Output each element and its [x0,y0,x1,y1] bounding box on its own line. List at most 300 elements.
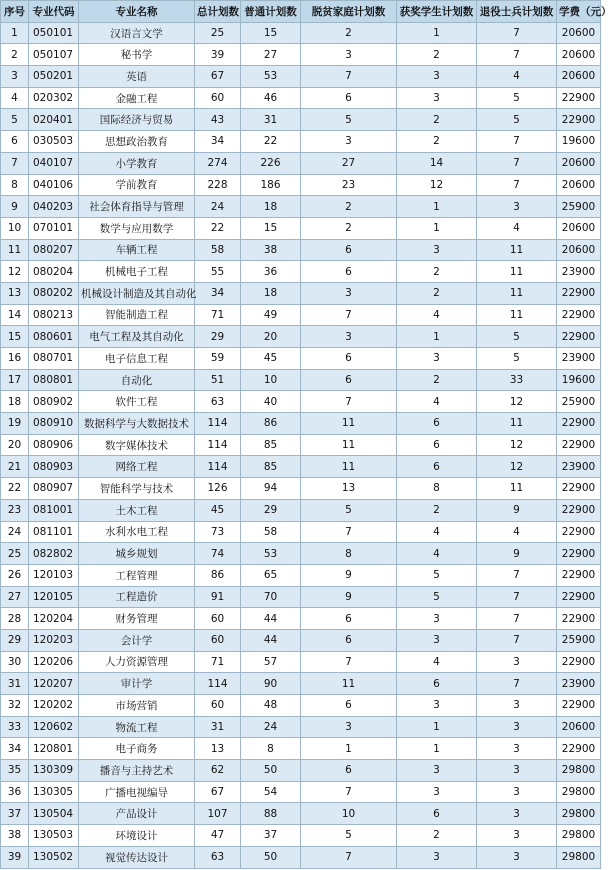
veteran-plan-cell: 3 [477,825,557,847]
major-name-cell: 社会体育指导与管理 [79,196,195,218]
major-name-cell: 审计学 [79,673,195,695]
row-index-cell: 37 [1,803,29,825]
tuition-cell: 22900 [557,304,601,326]
row-index-cell: 8 [1,174,29,196]
row-index-cell: 38 [1,825,29,847]
regular-plan-cell: 50 [241,760,301,782]
table-row [1,543,601,565]
total-plan-cell: 228 [195,174,241,196]
major-code-cell: 081001 [29,499,79,521]
row-index-cell: 36 [1,781,29,803]
major-code-cell: 070101 [29,217,79,239]
tuition-cell: 20600 [557,66,601,88]
award-student-plan-cell: 6 [397,413,477,435]
row-index-cell: 12 [1,261,29,283]
poverty-family-plan-cell: 7 [301,846,397,868]
regular-plan-cell: 22 [241,131,301,153]
veteran-plan-cell: 7 [477,564,557,586]
major-code-cell: 080213 [29,304,79,326]
veteran-plan-cell: 4 [477,521,557,543]
award-student-plan-cell: 3 [397,348,477,370]
major-code-cell: 020401 [29,109,79,131]
major-code-cell: 080701 [29,348,79,370]
veteran-plan-cell: 12 [477,434,557,456]
regular-plan-cell: 85 [241,456,301,478]
table-row [1,109,601,131]
total-plan-cell: 114 [195,434,241,456]
poverty-family-plan-cell: 2 [301,196,397,218]
major-code-cell: 130502 [29,846,79,868]
table-row [1,478,601,500]
total-plan-cell: 60 [195,608,241,630]
veteran-plan-cell: 33 [477,369,557,391]
regular-plan-cell: 20 [241,326,301,348]
major-name-cell: 城乡规划 [79,543,195,565]
row-index-cell: 32 [1,695,29,717]
veteran-plan-cell: 7 [477,629,557,651]
major-code-cell: 120801 [29,738,79,760]
row-index-cell: 11 [1,239,29,261]
header-poverty-family-plan: 脱贫家庭计划数 [301,1,397,23]
major-name-cell: 国际经济与贸易 [79,109,195,131]
veteran-plan-cell: 7 [477,673,557,695]
regular-plan-cell: 29 [241,499,301,521]
award-student-plan-cell: 4 [397,521,477,543]
award-student-plan-cell: 4 [397,304,477,326]
major-code-cell: 120207 [29,673,79,695]
poverty-family-plan-cell: 3 [301,282,397,304]
major-name-cell: 汉语言文学 [79,22,195,44]
veteran-plan-cell: 3 [477,196,557,218]
table-row [1,22,601,44]
tuition-cell: 20600 [557,239,601,261]
poverty-family-plan-cell: 7 [301,304,397,326]
regular-plan-cell: 44 [241,629,301,651]
tuition-cell: 22900 [557,282,601,304]
regular-plan-cell: 88 [241,803,301,825]
major-name-cell: 人力资源管理 [79,651,195,673]
header-major-name: 专业名称 [79,1,195,23]
award-student-plan-cell: 2 [397,825,477,847]
row-index-cell: 17 [1,369,29,391]
regular-plan-cell: 15 [241,217,301,239]
tuition-cell: 25900 [557,196,601,218]
regular-plan-cell: 85 [241,434,301,456]
tuition-cell: 20600 [557,716,601,738]
table-row [1,152,601,174]
major-name-cell: 秘书学 [79,44,195,66]
regular-plan-cell: 90 [241,673,301,695]
major-name-cell: 土木工程 [79,499,195,521]
regular-plan-cell: 15 [241,22,301,44]
poverty-family-plan-cell: 8 [301,543,397,565]
poverty-family-plan-cell: 6 [301,760,397,782]
poverty-family-plan-cell: 3 [301,44,397,66]
total-plan-cell: 67 [195,66,241,88]
tuition-cell: 23900 [557,261,601,283]
row-index-cell: 19 [1,413,29,435]
major-name-cell: 产品设计 [79,803,195,825]
regular-plan-cell: 49 [241,304,301,326]
major-name-cell: 金融工程 [79,87,195,109]
total-plan-cell: 34 [195,282,241,304]
regular-plan-cell: 53 [241,66,301,88]
poverty-family-plan-cell: 6 [301,261,397,283]
regular-plan-cell: 38 [241,239,301,261]
veteran-plan-cell: 11 [477,304,557,326]
major-code-cell: 080910 [29,413,79,435]
poverty-family-plan-cell: 1 [301,738,397,760]
total-plan-cell: 91 [195,586,241,608]
table-row [1,174,601,196]
poverty-family-plan-cell: 9 [301,586,397,608]
total-plan-cell: 71 [195,304,241,326]
award-student-plan-cell: 8 [397,478,477,500]
award-student-plan-cell: 2 [397,44,477,66]
poverty-family-plan-cell: 7 [301,651,397,673]
major-name-cell: 机械设计制造及其自动化 [79,282,195,304]
veteran-plan-cell: 12 [477,456,557,478]
row-index-cell: 5 [1,109,29,131]
table-row [1,326,601,348]
veteran-plan-cell: 3 [477,716,557,738]
award-student-plan-cell: 6 [397,456,477,478]
award-student-plan-cell: 4 [397,543,477,565]
table-row [1,66,601,88]
table-row [1,304,601,326]
total-plan-cell: 126 [195,478,241,500]
total-plan-cell: 114 [195,673,241,695]
award-student-plan-cell: 4 [397,651,477,673]
tuition-cell: 22900 [557,521,601,543]
poverty-family-plan-cell: 10 [301,803,397,825]
major-name-cell: 智能制造工程 [79,304,195,326]
total-plan-cell: 63 [195,846,241,868]
major-name-cell: 软件工程 [79,391,195,413]
total-plan-cell: 63 [195,391,241,413]
poverty-family-plan-cell: 6 [301,348,397,370]
table-row [1,87,601,109]
table-row [1,825,601,847]
poverty-family-plan-cell: 7 [301,521,397,543]
table-row [1,282,601,304]
major-code-cell: 050101 [29,22,79,44]
veteran-plan-cell: 3 [477,695,557,717]
major-code-cell: 080906 [29,434,79,456]
table-row [1,369,601,391]
regular-plan-cell: 24 [241,716,301,738]
tuition-cell: 29800 [557,846,601,868]
tuition-cell: 25900 [557,629,601,651]
row-index-cell: 3 [1,66,29,88]
award-student-plan-cell: 3 [397,608,477,630]
award-student-plan-cell: 2 [397,109,477,131]
veteran-plan-cell: 11 [477,478,557,500]
tuition-cell: 19600 [557,369,601,391]
table-row [1,760,601,782]
major-code-cell: 030503 [29,131,79,153]
regular-plan-cell: 46 [241,87,301,109]
tuition-cell: 20600 [557,217,601,239]
table-row [1,629,601,651]
veteran-plan-cell: 7 [477,174,557,196]
total-plan-cell: 58 [195,239,241,261]
regular-plan-cell: 86 [241,413,301,435]
award-student-plan-cell: 5 [397,586,477,608]
veteran-plan-cell: 3 [477,738,557,760]
poverty-family-plan-cell: 11 [301,456,397,478]
award-student-plan-cell: 3 [397,629,477,651]
poverty-family-plan-cell: 3 [301,716,397,738]
total-plan-cell: 31 [195,716,241,738]
total-plan-cell: 86 [195,564,241,586]
major-code-cell: 082802 [29,543,79,565]
total-plan-cell: 60 [195,695,241,717]
total-plan-cell: 22 [195,217,241,239]
row-index-cell: 10 [1,217,29,239]
row-index-cell: 9 [1,196,29,218]
total-plan-cell: 45 [195,499,241,521]
tuition-cell: 22900 [557,543,601,565]
row-index-cell: 39 [1,846,29,868]
major-code-cell: 080903 [29,456,79,478]
regular-plan-cell: 36 [241,261,301,283]
regular-plan-cell: 10 [241,369,301,391]
poverty-family-plan-cell: 27 [301,152,397,174]
veteran-plan-cell: 4 [477,217,557,239]
veteran-plan-cell: 5 [477,109,557,131]
regular-plan-cell: 37 [241,825,301,847]
tuition-cell: 25900 [557,391,601,413]
veteran-plan-cell: 7 [477,608,557,630]
major-code-cell: 080907 [29,478,79,500]
table-row [1,239,601,261]
major-code-cell: 130309 [29,760,79,782]
tuition-cell: 29800 [557,781,601,803]
veteran-plan-cell: 3 [477,846,557,868]
major-name-cell: 水利水电工程 [79,521,195,543]
poverty-family-plan-cell: 3 [301,326,397,348]
table-row [1,261,601,283]
major-name-cell: 自动化 [79,369,195,391]
award-student-plan-cell: 6 [397,434,477,456]
poverty-family-plan-cell: 2 [301,22,397,44]
regular-plan-cell: 94 [241,478,301,500]
poverty-family-plan-cell: 5 [301,499,397,521]
major-code-cell: 040107 [29,152,79,174]
major-code-cell: 120105 [29,586,79,608]
tuition-cell: 19600 [557,131,601,153]
major-name-cell: 机械电子工程 [79,261,195,283]
veteran-plan-cell: 3 [477,781,557,803]
veteran-plan-cell: 5 [477,326,557,348]
tuition-cell: 22900 [557,564,601,586]
major-code-cell: 080801 [29,369,79,391]
total-plan-cell: 24 [195,196,241,218]
award-student-plan-cell: 2 [397,282,477,304]
major-name-cell: 播音与主持艺术 [79,760,195,782]
major-code-cell: 080207 [29,239,79,261]
major-name-cell: 物流工程 [79,716,195,738]
veteran-plan-cell: 11 [477,413,557,435]
major-name-cell: 环境设计 [79,825,195,847]
tuition-cell: 22900 [557,695,601,717]
header-award-student-plan: 获奖学生计划数 [397,1,477,23]
poverty-family-plan-cell: 11 [301,673,397,695]
row-index-cell: 29 [1,629,29,651]
row-index-cell: 25 [1,543,29,565]
poverty-family-plan-cell: 3 [301,131,397,153]
row-index-cell: 21 [1,456,29,478]
table-row [1,781,601,803]
total-plan-cell: 60 [195,87,241,109]
table-row [1,348,601,370]
tuition-cell: 22900 [557,499,601,521]
major-name-cell: 市场营销 [79,695,195,717]
poverty-family-plan-cell: 13 [301,478,397,500]
major-code-cell: 130305 [29,781,79,803]
major-code-cell: 080902 [29,391,79,413]
major-name-cell: 思想政治教育 [79,131,195,153]
table-row [1,521,601,543]
total-plan-cell: 43 [195,109,241,131]
award-student-plan-cell: 3 [397,66,477,88]
table-row [1,44,601,66]
major-code-cell: 120202 [29,695,79,717]
total-plan-cell: 55 [195,261,241,283]
veteran-plan-cell: 9 [477,543,557,565]
award-student-plan-cell: 3 [397,846,477,868]
total-plan-cell: 74 [195,543,241,565]
table-row [1,608,601,630]
header-index: 序号 [1,1,29,23]
award-student-plan-cell: 3 [397,87,477,109]
award-student-plan-cell: 14 [397,152,477,174]
tuition-cell: 29800 [557,825,601,847]
total-plan-cell: 107 [195,803,241,825]
row-index-cell: 14 [1,304,29,326]
regular-plan-cell: 50 [241,846,301,868]
major-code-cell: 120203 [29,629,79,651]
row-index-cell: 24 [1,521,29,543]
total-plan-cell: 39 [195,44,241,66]
header-regular-plan: 普通计划数 [241,1,301,23]
table-row [1,586,601,608]
tuition-cell: 22900 [557,326,601,348]
major-code-cell: 050107 [29,44,79,66]
row-index-cell: 23 [1,499,29,521]
row-index-cell: 7 [1,152,29,174]
major-code-cell: 040106 [29,174,79,196]
table-header [1,1,612,23]
tuition-cell: 20600 [557,22,601,44]
award-student-plan-cell: 2 [397,131,477,153]
regular-plan-cell: 226 [241,152,301,174]
award-student-plan-cell: 2 [397,369,477,391]
major-name-cell: 数学与应用数学 [79,217,195,239]
tuition-cell: 20600 [557,152,601,174]
veteran-plan-cell: 12 [477,391,557,413]
award-student-plan-cell: 3 [397,239,477,261]
major-name-cell: 电子商务 [79,738,195,760]
tuition-cell: 22900 [557,478,601,500]
table-row [1,434,601,456]
total-plan-cell: 114 [195,413,241,435]
regular-plan-cell: 45 [241,348,301,370]
award-student-plan-cell: 4 [397,391,477,413]
regular-plan-cell: 8 [241,738,301,760]
total-plan-cell: 114 [195,456,241,478]
major-code-cell: 080204 [29,261,79,283]
table-row [1,673,601,695]
tuition-cell: 22900 [557,651,601,673]
row-index-cell: 4 [1,87,29,109]
major-code-cell: 130504 [29,803,79,825]
regular-plan-cell: 18 [241,196,301,218]
major-name-cell: 网络工程 [79,456,195,478]
veteran-plan-cell: 4 [477,66,557,88]
tuition-cell: 23900 [557,456,601,478]
table-row [1,131,601,153]
regular-plan-cell: 44 [241,608,301,630]
award-student-plan-cell: 1 [397,217,477,239]
row-index-cell: 35 [1,760,29,782]
poverty-family-plan-cell: 7 [301,66,397,88]
veteran-plan-cell: 7 [477,152,557,174]
major-code-cell: 120602 [29,716,79,738]
row-index-cell: 28 [1,608,29,630]
tuition-cell: 29800 [557,803,601,825]
tuition-cell: 22900 [557,738,601,760]
award-student-plan-cell: 6 [397,803,477,825]
regular-plan-cell: 186 [241,174,301,196]
poverty-family-plan-cell: 6 [301,239,397,261]
award-student-plan-cell: 1 [397,22,477,44]
row-index-cell: 34 [1,738,29,760]
veteran-plan-cell: 11 [477,282,557,304]
table-row [1,564,601,586]
poverty-family-plan-cell: 7 [301,781,397,803]
veteran-plan-cell: 11 [477,261,557,283]
veteran-plan-cell: 7 [477,22,557,44]
total-plan-cell: 59 [195,348,241,370]
total-plan-cell: 73 [195,521,241,543]
tuition-cell: 22900 [557,413,601,435]
regular-plan-cell: 54 [241,781,301,803]
total-plan-cell: 51 [195,369,241,391]
veteran-plan-cell: 3 [477,760,557,782]
regular-plan-cell: 27 [241,44,301,66]
total-plan-cell: 13 [195,738,241,760]
poverty-family-plan-cell: 11 [301,413,397,435]
major-code-cell: 120206 [29,651,79,673]
major-name-cell: 车辆工程 [79,239,195,261]
tuition-cell: 23900 [557,673,601,695]
major-name-cell: 工程管理 [79,564,195,586]
table-row [1,738,601,760]
tuition-cell: 22900 [557,87,601,109]
award-student-plan-cell: 3 [397,695,477,717]
total-plan-cell: 25 [195,22,241,44]
total-plan-cell: 60 [195,629,241,651]
row-index-cell: 6 [1,131,29,153]
major-code-cell: 120103 [29,564,79,586]
major-code-cell: 080202 [29,282,79,304]
major-code-cell: 080601 [29,326,79,348]
header-total-plan: 总计划数 [195,1,241,23]
table-row [1,217,601,239]
row-index-cell: 15 [1,326,29,348]
